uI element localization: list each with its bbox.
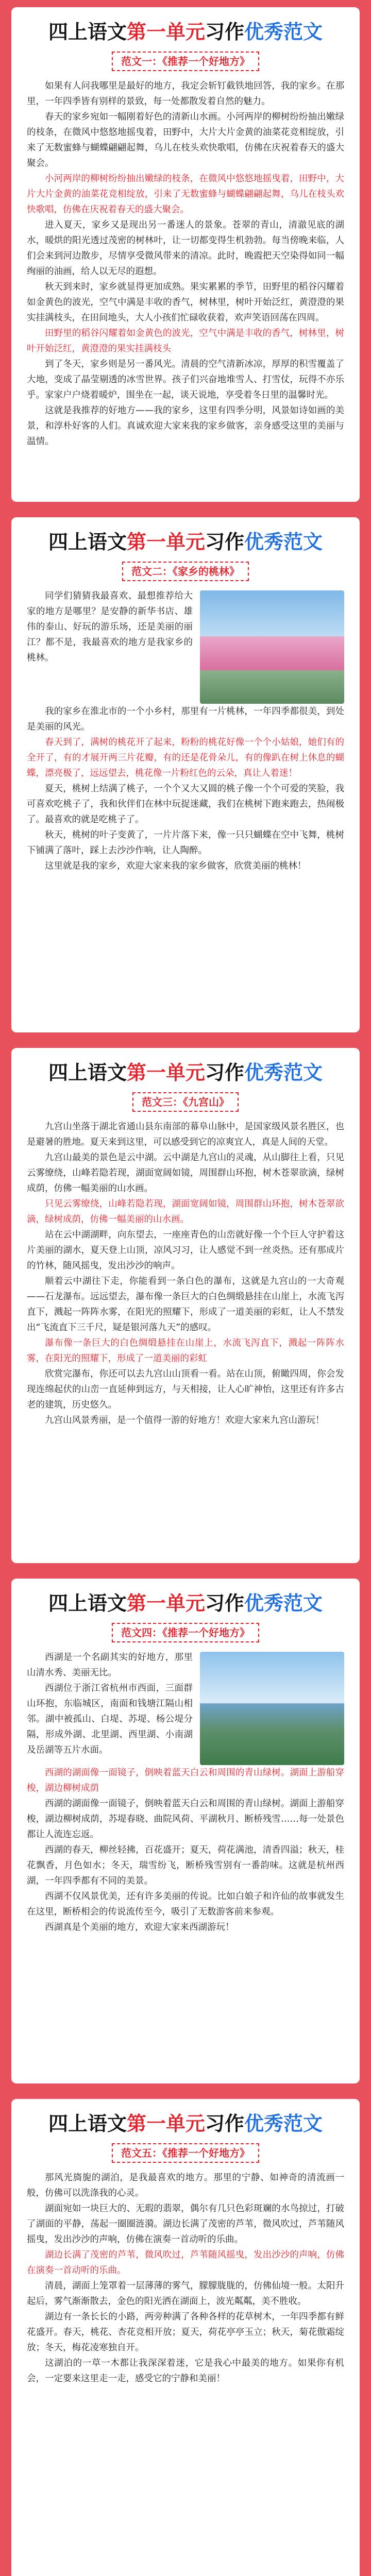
paragraph: 西湖的春天，柳丝轻拂，百花盛开；夏天，荷花满池，清香四溢；秋天，桂花飘香，月色如水；冬天，瑞雪纷飞，断桥残雪别有一番韵味。这就是杭州西湖，一年四季都有不同的美景。 xyxy=(27,1845,344,1886)
paragraph: 这里就是我的家乡，欢迎大家来我的家乡做客，欣赏美丽的桃林！ xyxy=(45,861,307,871)
paragraph: 九宫山风景秀丽，是一个值得一游的好地方！欢迎大家来九宫山游玩！ xyxy=(45,1415,325,1426)
highlighted-sentence: 瀑布像一条巨大的白色绸缎悬挂在山崖上，水流飞泻直下，溅起一阵阵水雾，在阳光的照耀下，形成了一道美丽的彩虹 xyxy=(27,1338,344,1364)
paragraph: 站在云中湖湖畔，向东望去，一座座青色的山峦就好像一个个巨人守护着这片美丽的湖水，夏天登上山顶，凉风习习，让人感觉不到一丝炎热。还有那成片的竹林，随风摇曳，发出沙沙的响声。 xyxy=(27,1230,344,1271)
essay-subtitle: 范文二：《家乡的桃林》 xyxy=(122,562,249,581)
highlighted-sentence: 湖边长满了茂密的芦苇，微风吹过，芦苇随风摇曳，发出沙沙的声响，仿佛在演奏一首动听的乐曲。 xyxy=(27,2250,344,2276)
paragraph: 西湖不仅风景优美，还有许多美丽的传说。比如白娘子和许仙的故事就发生在这里，断桥相会的传说流传至今，吸引了无数游客前来参观。 xyxy=(27,1891,344,1917)
paragraph: 夏天，桃树上结满了桃子，一个个又大又圆的桃子像一个个可爱的笑脸，我可喜欢吃桃子了，我和伙伴们在林中玩捉迷藏，我们在桃树下跑来跑去，热闹极了。最喜欢的就是吃桃子了。 xyxy=(27,784,344,825)
card-title: 四上语文第一单元习作优秀范文 xyxy=(48,2112,323,2135)
essay-card-5 xyxy=(11,2099,360,2576)
paragraph: 九宫山最美的景色是云中湖。云中湖是九宫山的灵魂，从山脚往上看，只见云雾缭绕，山峰若隐若现，湖面宽阔如镜，周围群山环抱，树木苍翠欲滴，绿树成荫，仿佛一幅美丽的山水画。 xyxy=(27,1153,344,1194)
paragraph: 湖边有一条长长的小路，两旁种满了各种各样的花草树木，一年四季都有鲜花盛开。春天，桃花、杏花竞相开放；夏天，荷花亭亭玉立；秋天，菊花傲霜绽放；冬天，梅花凌寒独自开。 xyxy=(27,2312,344,2353)
paragraph: 秋天，桃树的叶子变黄了，一片片落下来，像一只只蝴蝶在空中飞舞，桃树下铺满了落叶，踩上去沙沙作响，让人陶醉。 xyxy=(27,830,344,856)
west-lake-photo xyxy=(200,1652,344,1765)
highlighted-sentence: 只见云雾缭绕，山峰若隐若现，湖面宽阔如镜，周围群山环抱，树木苍翠欲滴，绿树成荫，仿佛一幅美丽的山水画。 xyxy=(27,1199,344,1225)
card-title: 四上语文第一单元习作优秀范文 xyxy=(48,20,323,43)
paragraph: 欣赏完瀑布，你还可以去九宫山山顶看一看。站在山顶，俯瞰四周，你会发现连绵起伏的山峦一直延伸到远方，与天相接，让人心旷神怡，这里还有许多古老的建筑，历史悠久。 xyxy=(27,1369,344,1410)
card-title: 四上语文第一单元习作优秀范文 xyxy=(48,530,323,553)
essay-subtitle: 范文五：《推荐一个好地方》 xyxy=(112,2143,259,2163)
paragraph: 西湖是一个名副其实的好地方，那里山清水秀、美丽无比。 xyxy=(27,1652,193,1678)
paragraph: 如果有人问我哪里是最好的地方，我定会斩钉截铁地回答，我的家乡。在那里，一年四季皆有别样的景致，每一处都散发着自然的魅力。 xyxy=(27,81,344,107)
paragraph: 西湖位于浙江省杭州市西面，三面群山环抱，东临城区，南面和钱塘江隔山相邻。湖中被孤山、白堤、苏堤、杨公堤分隔，形成外湖、北里湖、西里湖、小南湖及岳湖等五片水面。 xyxy=(27,1683,193,1755)
paragraph: 西湖真是个美丽的地方，欢迎大家来西湖游玩！ xyxy=(45,1922,234,1933)
essay-card-1 xyxy=(11,7,360,502)
paragraph: 这湖泊的一草一木都让我深深着迷，它是我心中最美的地方。如果你有机会，一定要来这里走一走，感受它的宁静和美丽！ xyxy=(27,2358,344,2384)
card-title: 四上语文第一单元习作优秀范文 xyxy=(48,1061,323,1084)
paragraph: 秋天到来时，家乡就显得更加成熟。果实累累的季节，田野里的稻谷闪耀着如金黄色的波光，空气中满是丰收的香气，树林里，树叶开始泛红，黄澄澄的果实挂满枝头，在田间地头，大人小孩们忙碌收获着，欢声笑语回荡在四周。 xyxy=(27,282,344,323)
paragraph: 西湖的湖面像一面镜子，倒映着蓝天白云和周围的青山绿树。湖面上游船穿梭，湖边柳树成荫，苏堤春晓、曲院风荷、平湖秋月、断桥残雪……每一处景色都让人流连忘返。 xyxy=(27,1799,344,1840)
highlighted-sentence: 西湖的湖面像一面镜子，倒映着蓝天白云和周围的青山绿树。湖面上游船穿梭，湖边柳树成荫 xyxy=(27,1768,344,1793)
highlighted-sentence: 田野里的稻谷闪耀着如金黄色的波光，空气中满是丰收的香气，树林里，树叶开始泛红，黄澄澄的果实挂满枝头 xyxy=(27,328,344,354)
essay-subtitle: 范文四：《推荐一个好地方》 xyxy=(112,1623,259,1642)
highlighted-sentence: 春天到了，满树的桃花开了起来，粉粉的桃花好像一个个小姑娘，她们有的全开了，有的才展开两三片花瓣，有的还是花骨朵儿，有的像趴在树上休息的蝴蝶，漂亮极了，远远望去，桃花像一片粉红色的云朵，真让人着迷！ xyxy=(27,737,344,778)
paragraph: 到了冬天，家乡则是另一番风光。清晨的空气清新冰凉，厚厚的积雪覆盖了大地，变成了晶莹剔透的冰雪世界。孩子们兴奋地堆雪人、打雪仗，玩得不亦乐乎。家家户户烧着暖炉，围坐在一起，谈天说地，享受着冬日里的温馨时光。 xyxy=(27,359,344,400)
essay-card-3 xyxy=(11,1048,360,1563)
essay-subtitle: 范文一：《推荐一个好地方》 xyxy=(112,52,259,71)
peach-grove-photo xyxy=(200,590,344,704)
essay-card-2 xyxy=(11,517,360,1032)
paragraph: 九宫山坐落于湖北省通山县东南部的幕阜山脉中，是国家级风景名胜区，也是避暑的胜地。夏天来到这里，可以感受到它的凉爽宜人，真是人间的天堂。 xyxy=(27,1122,344,1147)
highlighted-sentence: 小河两岸的柳树纷纷抽出嫩绿的枝条，在微风中悠悠地摇曳着，田野中，大片大片金黄的油菜花竞相绽放，引来了无数蜜蜂与蝴蝶翩翩起舞，乌儿在枝头欢快歌唱，仿佛在庆祝着春天的盛大聚会。 xyxy=(27,174,344,215)
paragraph: 春天的家乡宛如一幅刚着好色的清新山水画。小河两岸的柳树纷纷抽出嫩绿的枝条，在微风中悠悠地摇曳着，田野中，大片大片金黄的油菜花竞相绽放，引来了无数蜜蜂与蝴蝶翩翩起舞，乌儿在枝头欢快歌唱，仿佛在庆祝着春天的盛大聚会。 xyxy=(27,112,344,168)
paragraph: 那风光旖旎的湖泊，是我最喜欢的地方。那里的宁静、如神奇的清流画一般，仿佛可以洗涤我的心灵。 xyxy=(27,2173,344,2198)
essay-card-4 xyxy=(11,1579,360,2083)
paragraph: 湖面宛如一块巨大的、无瑕的翡翠，偶尔有几只色彩斑斓的水鸟掠过，打破了湖面的平静，荡起一圈圈涟漪。湖边长满了茂密的芦苇，微风吹过，芦苇随风摇曳，发出沙沙的声响，仿佛在演奏一首动听的乐曲。 xyxy=(27,2204,344,2245)
paragraph: 我的家乡在淮北市的一个小乡村，那里有一片桃林，一年四季都很美，到处是美丽的风光。 xyxy=(27,706,344,732)
card-title: 四上语文第一单元习作优秀范文 xyxy=(48,1591,323,1615)
paragraph: 这就是我推荐的好地方——我的家乡，这里有四季分明，风景如诗如画的美景，和淳朴好客的人们。真诚欢迎大家来我的家乡做客，亲身感受这里的美丽与温情。 xyxy=(27,405,344,447)
paragraph: 同学们猜猜我最喜欢、最想推荐给大家的地方是哪里？是安静的新华书店、雄伟的泰山、好玩的游乐场，还是美丽的丽江？都不是，我最喜欢的地方是我家乡的桃林。 xyxy=(27,591,193,663)
paragraph: 顺着云中湖往下走，你能看到一条白色的瀑布，这就是九宫山的一大奇观——石龙瀑布。远远望去，瀑布像一条巨大的白色绸缎悬挂在山崖上，水流飞泻直下，溅起一阵阵水雾，在阳光的照耀下，形成了一道美丽的彩虹，让人不禁发出“飞流直下三千尺，疑是银河落九天”的感叹。 xyxy=(27,1276,344,1333)
paragraph: 清晨，湖面上笼罩着一层薄薄的雾气，朦朦胧胧的，仿佛仙境一般。太阳升起后，雾气渐渐散去，金色的阳光洒在湖面上，波光粼粼，美不胜收。 xyxy=(27,2281,344,2307)
paragraph: 进入夏天，家乡又是现出另一番迷人的景象。苍翠的青山，清澈见底的湖水，暖烘的阳光透过茂密的树林叶，让一切都变得生机勃勃。每当傍晚来临，人们会来到河边散步，尽情享受微风带来的清凉。此时，晚霞把天空染得如同一幅绚丽的油画，给人以无尽的遐想。 xyxy=(27,220,344,277)
essay-subtitle: 范文三：《九宫山》 xyxy=(132,1092,239,1112)
